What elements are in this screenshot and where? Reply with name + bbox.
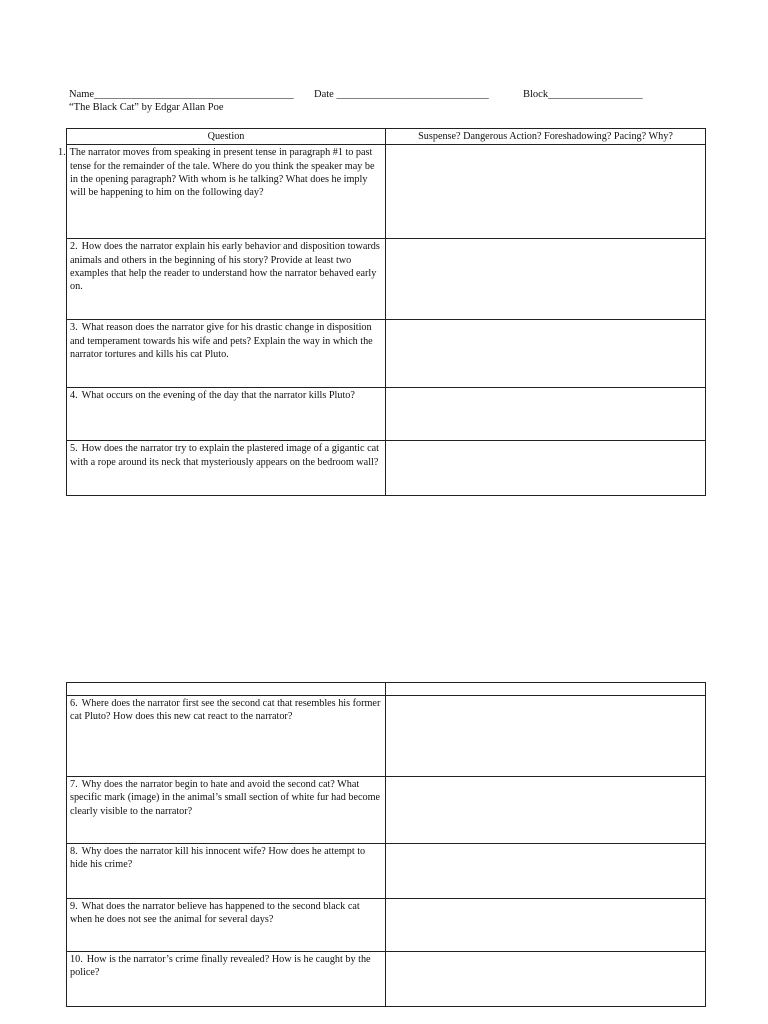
question-row [67, 388, 706, 441]
question-row [67, 145, 706, 239]
question-text: The narrator moves from speaking in present tense in paragraph #1 to past tense for the remainder of the tale. Where do you think the speaker may be in the opening paragraph? With whom is he talking? What does he imply will be happening to him on the following day? [69, 147, 375, 199]
question-cell [67, 899, 386, 952]
answer-cell[interactable] [386, 388, 706, 441]
question-number: 5. [70, 443, 78, 455]
empty-header-cell [67, 683, 386, 696]
question-cell [67, 239, 386, 320]
question-cell [67, 844, 386, 899]
question-number: 2. [70, 241, 78, 253]
answer-cell[interactable] [386, 777, 706, 844]
question-number: 3. [70, 322, 78, 334]
empty-header-cell [386, 683, 706, 696]
question-row [67, 239, 706, 320]
question-cell [67, 388, 386, 441]
answer-cell[interactable] [386, 441, 706, 496]
block-label: Block [523, 89, 549, 100]
question-row [67, 441, 706, 496]
answer-cell[interactable] [386, 239, 706, 320]
question-cell [67, 777, 386, 844]
answer-cell[interactable] [386, 696, 706, 777]
analysis-column-header: Suspense? Dangerous Action? Foreshadowing? Pacing? Why? [386, 129, 706, 145]
question-column-header: Question [67, 129, 386, 145]
question-text: What does the narrator believe has happened to the second black cat when he does not see the animal for several days? [70, 901, 360, 926]
question-row [67, 952, 706, 1007]
question-table-1 [58, 128, 706, 496]
question-number: 9. [70, 901, 78, 912]
answer-cell[interactable] [386, 320, 706, 388]
question-text: How does the narrator explain his early behavior and disposition towards animals and others in the beginning of his story? Provide at least two examples that help the reader to understand how the narrator behaved early on. [70, 241, 380, 293]
question-cell [67, 952, 386, 1007]
name-blank: ______________________________________ [94, 89, 294, 100]
question-text: Why does the narrator kill his innocent wife? How does he attempt to hide his crime? [70, 846, 366, 871]
block-field[interactable] [523, 89, 643, 100]
question-table-2 [66, 682, 706, 1007]
date-label: Date [314, 89, 334, 100]
table-header-row [67, 683, 706, 696]
answer-cell[interactable] [386, 952, 706, 1007]
question-row [67, 844, 706, 899]
question-number: 4. [70, 390, 78, 402]
date-field[interactable] [314, 89, 489, 100]
answer-cell[interactable] [386, 899, 706, 952]
name-label: Name [69, 89, 95, 100]
question-number: 8. [70, 846, 78, 857]
question-number: 10. [70, 954, 83, 965]
question-row [67, 696, 706, 777]
question-text: How is the narrator’s crime finally revealed? How is he caught by the police? [70, 954, 371, 979]
question-cell [67, 441, 386, 496]
question-text: Where does the narrator first see the second cat that resembles his former cat Pluto? How does this new cat react to the narrator? [70, 698, 381, 723]
question-row [67, 777, 706, 844]
question-text: What occurs on the evening of the day that the narrator kills Pluto? [81, 390, 355, 402]
story-title: “The Black Cat” by Edgar Allan Poe [69, 102, 224, 113]
question-number: 7. [70, 779, 78, 790]
question-cell [67, 696, 386, 777]
question-text: Why does the narrator begin to hate and avoid the second cat? What specific mark (image) in the animal’s small section of white fur had become clearly visible to the narrator? [70, 779, 381, 817]
question-row [67, 899, 706, 952]
date-blank: _____________________________ [336, 89, 489, 100]
question-cell [58, 145, 386, 239]
question-text: What reason does the narrator give for his drastic change in disposition and temperament towards his wife and pets? Explain the way in which the narrator tortures and kills his cat Pluto. [70, 322, 373, 360]
answer-cell[interactable] [386, 145, 706, 239]
question-cell [67, 320, 386, 388]
name-field[interactable] [69, 89, 294, 100]
question-row [67, 320, 706, 388]
question-text: How does the narrator try to explain the plastered image of a gigantic cat with a rope around its neck that mysteriously appears on the bedroom wall? [70, 443, 379, 468]
question-number: 6. [70, 698, 78, 709]
block-blank: __________________ [548, 89, 643, 100]
question-number: 1. [58, 147, 66, 159]
table-header-row [67, 129, 706, 145]
answer-cell[interactable] [386, 844, 706, 899]
